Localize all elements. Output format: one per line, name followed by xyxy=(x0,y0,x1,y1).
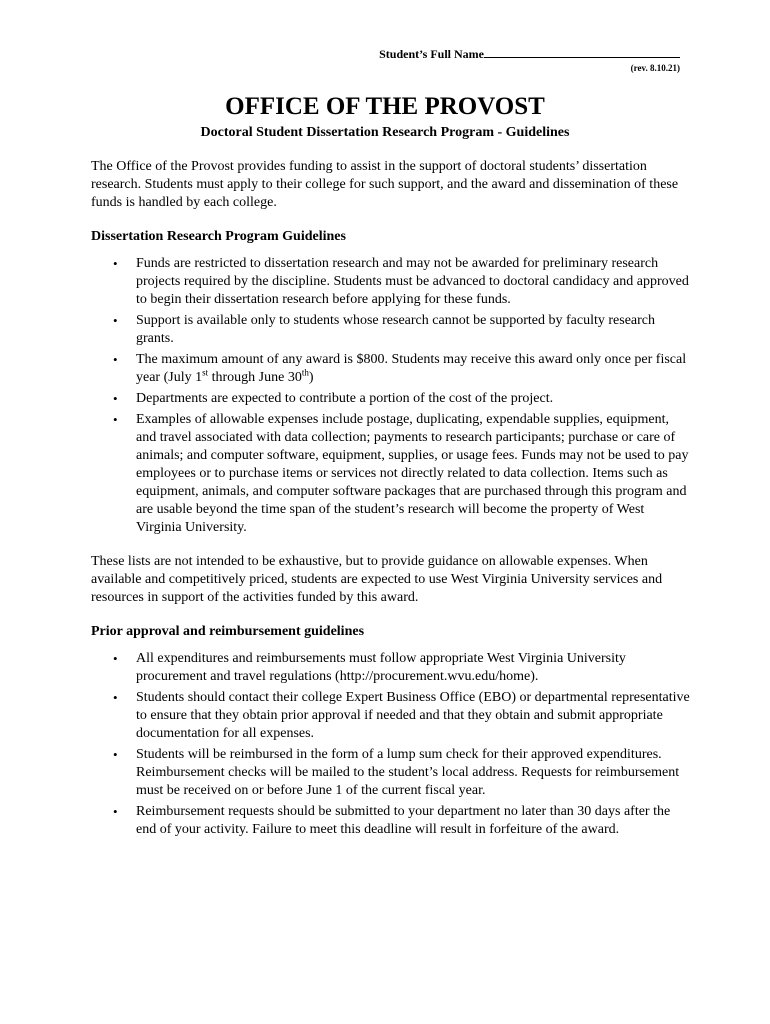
list-item-text: All expenditures and reimbursements must follow appropriate West Virginia University procurement and travel regulations (http://procurement.wvu.edu/home). xyxy=(136,651,626,684)
bullet-icon: • xyxy=(113,352,118,367)
bullet-icon: • xyxy=(113,651,118,666)
award-text-part3: ) xyxy=(308,370,314,385)
list-item-text xyxy=(136,352,686,385)
bullet-icon: • xyxy=(113,256,118,271)
list-item-text: Support is available only to students whose research cannot be supported by faculty research grants. xyxy=(136,313,656,346)
list-item-text: Funds are restricted to dissertation research and may not be awarded for preliminary research projects required by the discipline. Students must be advanced to doctoral candidacy and approved to begin their dissertation research before applying for these funds. xyxy=(136,256,689,307)
list-item xyxy=(91,351,691,387)
list-item-text: Students will be reimbursed in the form of a lump sum check for their approved expenditures. Reimbursement checks will be mailed to the student’s local address. Requests for reimbursement must be received on or before June 1 of the current fiscal year. xyxy=(136,747,680,798)
award-text-part1: The maximum amount of any award is $800. Students may receive this award only once per fiscal year (July 1 xyxy=(136,352,687,385)
page-subtitle: Doctoral Student Dissertation Research Program - Guidelines xyxy=(200,125,570,140)
list-item-text: Students should contact their college Expert Business Office (EBO) or departmental representative to ensure that they obtain prior approval if needed and that they obtain and submit appropriate documentation for all expenses. xyxy=(136,690,690,741)
guidance-paragraph: These lists are not intended to be exhaustive, but to provide guidance on allowable expenses. When available and competitively priced, students are expected to use West Virginia University services and resources in support of the activities funded by this award. xyxy=(91,554,663,605)
list-item-text: Reimbursement requests should be submitted to your department no later than 30 days after the end of your activity. Failure to meet this deadline will result in forfeiture of the award. xyxy=(136,804,671,837)
list-item-text: Examples of allowable expenses include postage, duplicating, expendable supplies, equipment, and travel associated with data collection; payments to research participants; purchase or care of animals; and computer software, equipment, supplies, or usage fees. Funds may not be used to pay employees or to purchase items or services not directly related to data collection. Items such as equipment, animals, and computer software packages that are purchased through this program and are usable beyond the time span of the student’s research will become the property of West Virginia University. xyxy=(136,412,689,535)
bullet-icon: • xyxy=(113,747,118,762)
superscript-st: st xyxy=(202,367,209,378)
bullet-icon: • xyxy=(113,690,118,705)
student-name-blank[interactable] xyxy=(484,46,680,58)
list-item xyxy=(91,689,691,743)
list-item xyxy=(91,390,691,408)
list-item xyxy=(91,255,691,309)
student-name-line xyxy=(379,46,680,61)
page-title: OFFICE OF THE PROVOST xyxy=(225,93,545,120)
list-item xyxy=(91,746,691,800)
list-item-text: Departments are expected to contribute a portion of the cost of the project. xyxy=(136,391,554,406)
bullet-icon: • xyxy=(113,313,118,328)
student-name-label: Student’s Full Name xyxy=(379,47,484,61)
superscript-th: th xyxy=(301,367,309,378)
bullet-icon: • xyxy=(113,412,118,427)
award-text-part2: through June 30 xyxy=(208,370,302,385)
list-item xyxy=(91,312,691,348)
revision-label: (rev. 8.10.21) xyxy=(630,63,680,73)
section-heading-reimbursement: Prior approval and reimbursement guidelines xyxy=(91,624,365,639)
section-heading-guidelines: Dissertation Research Program Guidelines xyxy=(91,229,346,244)
list-item xyxy=(91,411,691,537)
intro-paragraph: The Office of the Provost provides funding to assist in the support of doctoral students’ dissertation research. Students must apply to their college for such support, and the award and dissemination of these funds is handled by each college. xyxy=(91,159,679,210)
document-body xyxy=(91,158,691,855)
guidelines-list xyxy=(91,255,691,537)
bullet-icon: • xyxy=(113,391,118,406)
reimbursement-list xyxy=(91,650,691,839)
bullet-icon: • xyxy=(113,804,118,819)
list-item xyxy=(91,803,691,839)
header-block xyxy=(379,46,680,74)
list-item xyxy=(91,650,691,686)
